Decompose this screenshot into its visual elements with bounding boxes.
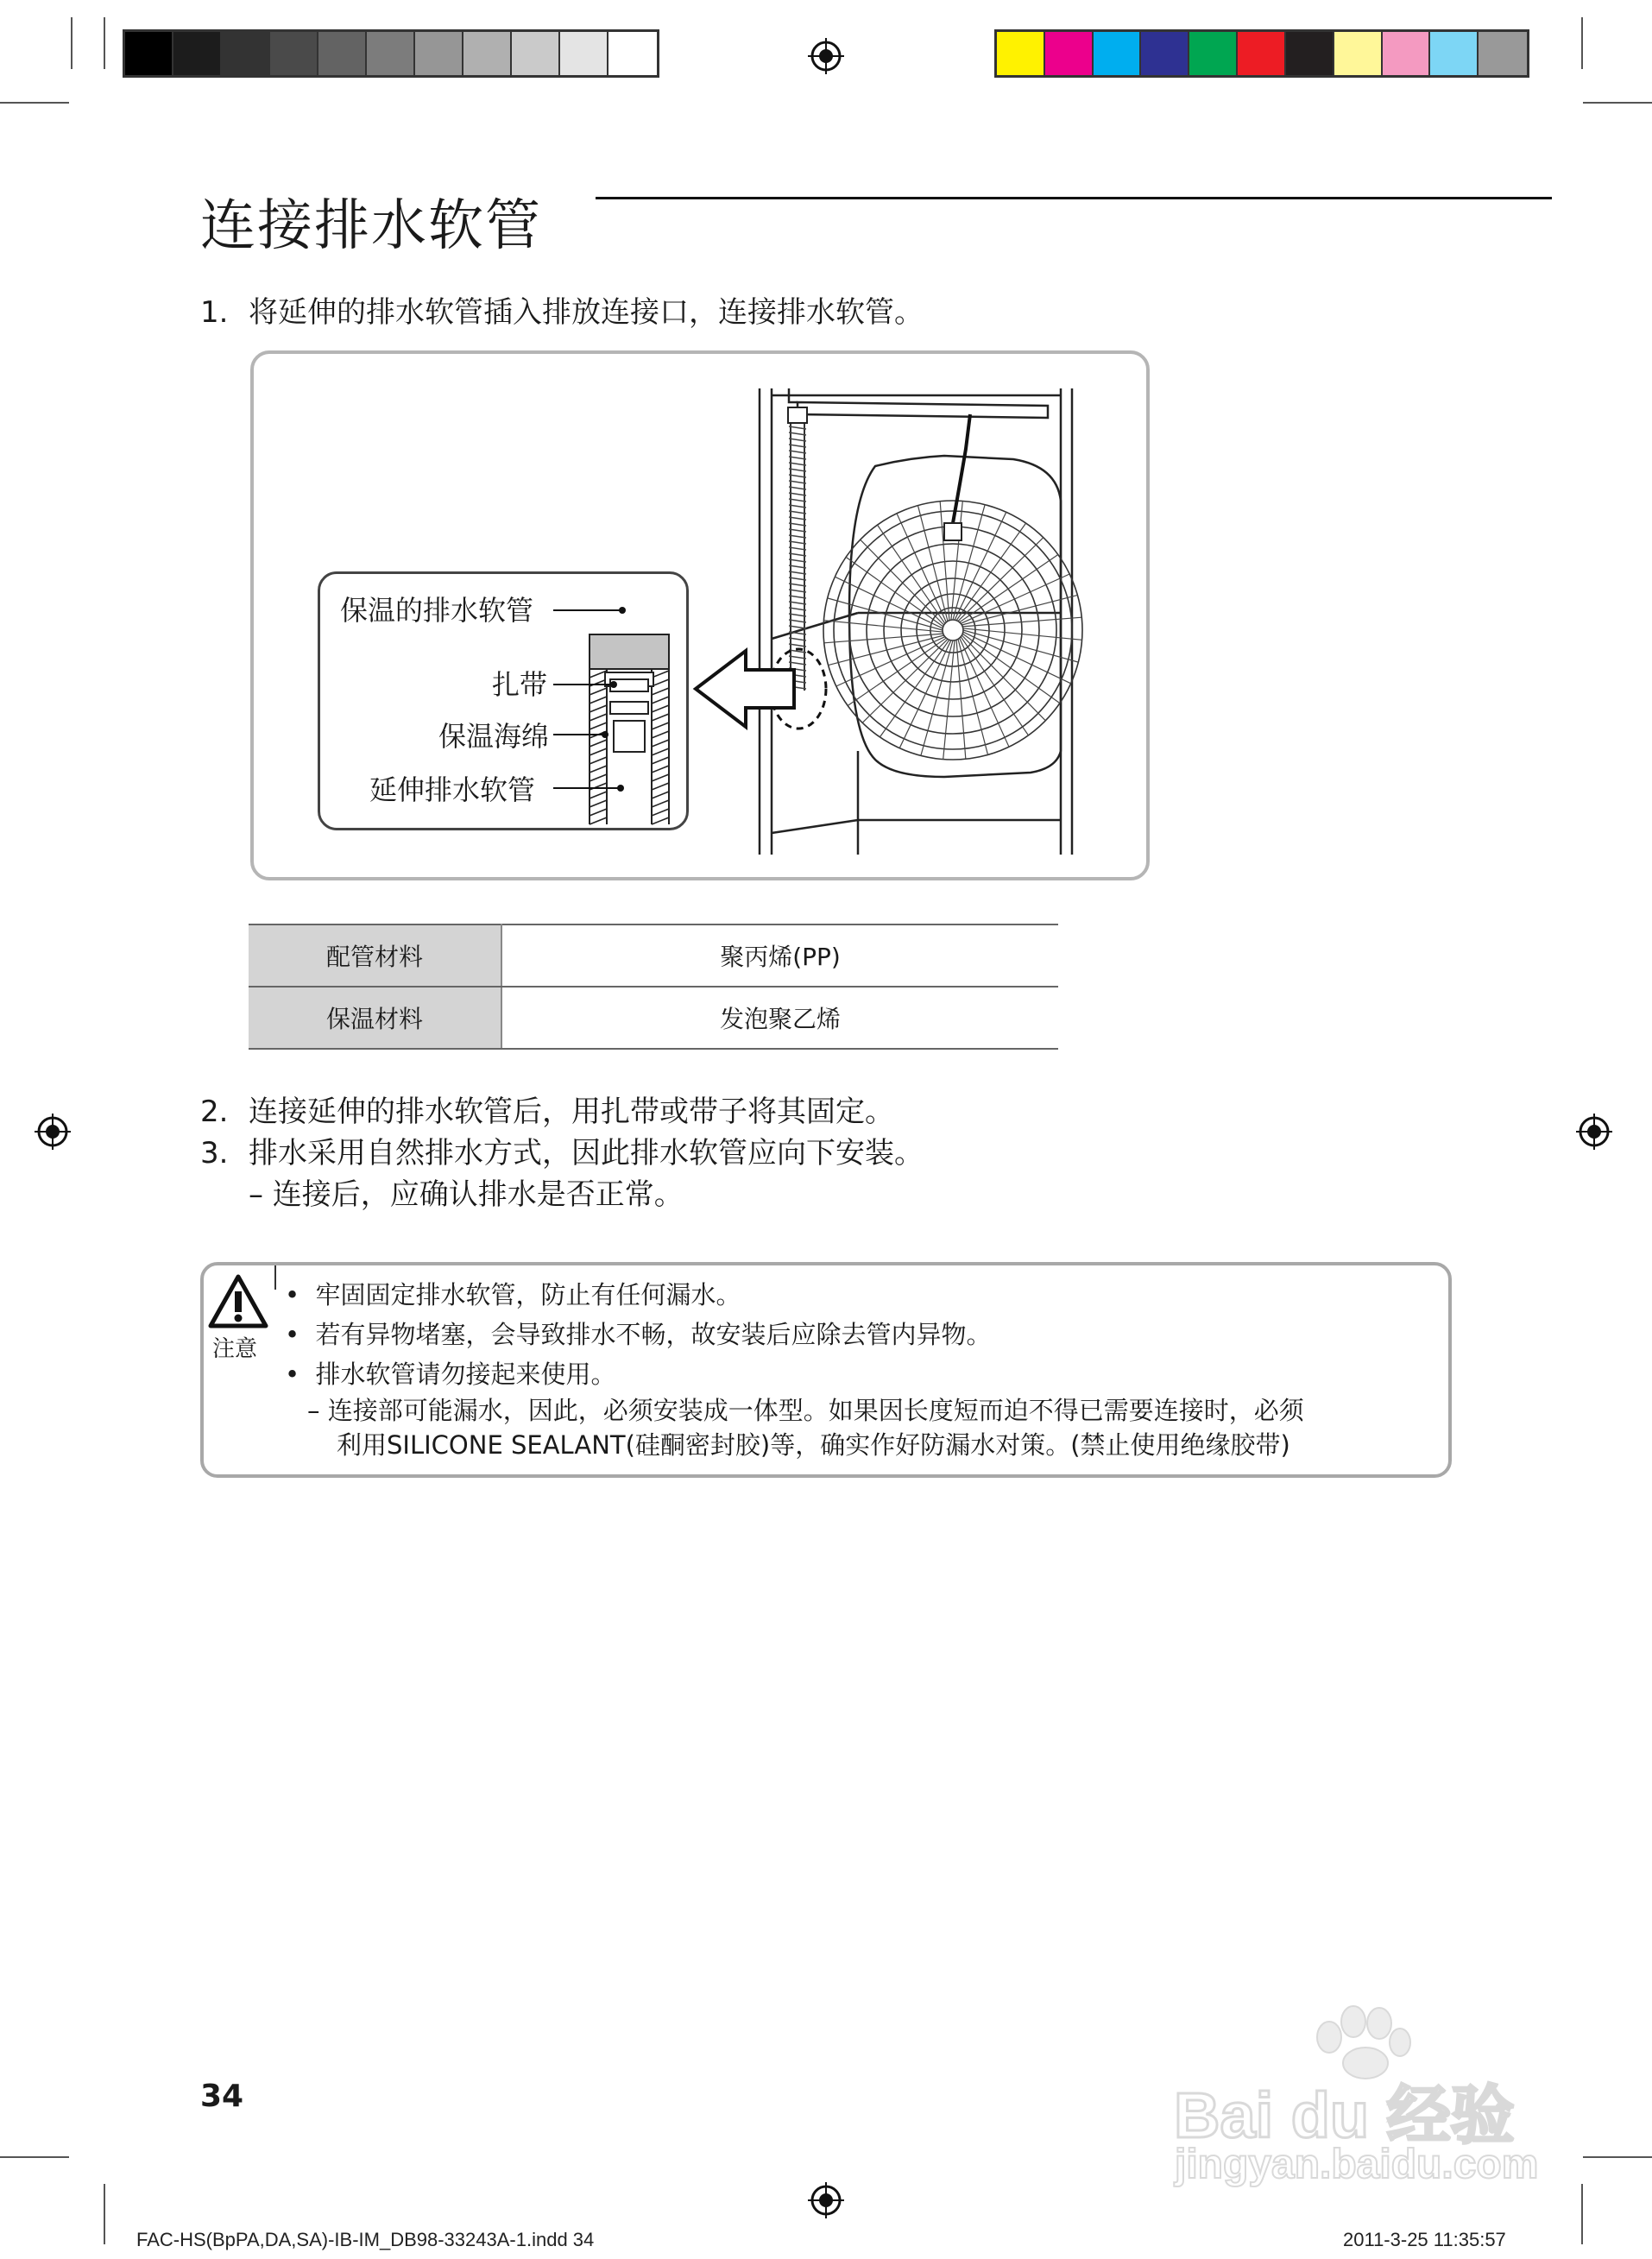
calibration-swatch: [560, 32, 608, 75]
warning-triangle-icon: [207, 1272, 269, 1331]
step-3-note: – 连接后，应确认排水是否正常。: [249, 1177, 684, 1212]
bullet-dot: •: [285, 1360, 316, 1389]
calibration-swatch: [415, 32, 463, 75]
calibration-swatch: [125, 32, 173, 75]
crop-mark: [1581, 17, 1583, 69]
calibration-swatch: [1286, 32, 1334, 75]
calibration-swatch: [1479, 32, 1527, 75]
footer-filename: FAC-HS(BpPA,DA,SA)-IB-IM_DB98-33243A-1.indd 34: [136, 2229, 595, 2250]
calibration-swatch: [270, 32, 318, 75]
crop-mark: [104, 2184, 105, 2244]
caution-divider: [274, 1265, 276, 1290]
grayscale-calibration-bar: [123, 29, 659, 78]
bullet-dot: •: [285, 1320, 316, 1349]
table-header-cell: 配管材料: [249, 924, 501, 987]
calibration-swatch: [1094, 32, 1142, 75]
step-1: [200, 292, 924, 333]
caution-bullet-text: 排水软管请勿接起来使用。: [315, 1360, 616, 1389]
material-spec-table: [249, 924, 1058, 1050]
calibration-swatch: [318, 32, 367, 75]
bullet-dot: •: [285, 1280, 316, 1309]
crop-mark: [0, 102, 69, 104]
caution-label: 注意: [212, 1336, 258, 1362]
crop-mark: [71, 17, 73, 69]
watermark-url: jingyan.baidu.com: [1175, 2142, 1539, 2187]
table-cell: 聚丙烯(PP): [501, 924, 1058, 987]
registration-mark-icon: [35, 1114, 71, 1150]
calibration-swatch: [173, 32, 222, 75]
calibration-swatch: [608, 32, 657, 75]
footer-timestamp: 2011-3-25 11:35:57: [1343, 2229, 1506, 2250]
calibration-swatch: [512, 32, 560, 75]
crop-mark: [1581, 2184, 1583, 2244]
crop-mark: [104, 17, 105, 69]
section-title: 连接排水软管: [200, 194, 542, 258]
caution-bullet-text: 牢固固定排水软管，防止有任何漏水。: [315, 1280, 741, 1309]
label-cable-tie: 扎带: [492, 668, 548, 701]
step-3: [200, 1133, 924, 1174]
label-insulation-sponge: 保温海绵: [438, 720, 550, 753]
registration-mark-icon: [1576, 1114, 1612, 1150]
caution-sub-line: 利用SILICONE SEALANT(硅酮密封胶)等，确实作好防漏水对策。(禁止使用绝缘胶带): [337, 1430, 1290, 1460]
page-number: 34: [200, 2079, 244, 2114]
baidu-jingyan-watermark: [1174, 2003, 1562, 2187]
step-text: 连接延伸的排水软管后，用扎带或带子将其固定。: [249, 1095, 894, 1129]
calibration-swatch: [463, 32, 512, 75]
watermark-logo-text: Bai du 经验: [1174, 2079, 1515, 2151]
caution-bullet-text: 若有异物堵塞，会导致排水不畅，故安装后应除去管内异物。: [315, 1320, 992, 1349]
table-header-cell: 保温材料: [249, 987, 501, 1049]
table-cell: 发泡聚乙烯: [501, 987, 1058, 1049]
calibration-swatch: [1430, 32, 1479, 75]
title-rule: [596, 197, 1552, 199]
crop-mark: [1583, 2156, 1652, 2158]
calibration-swatch: [1141, 32, 1189, 75]
registration-mark-icon: [808, 2182, 844, 2218]
caution-bullet: [285, 1276, 741, 1314]
crop-mark: [1583, 102, 1652, 104]
calibration-swatch: [1189, 32, 1238, 75]
label-insulated-drain-hose: 保温的排水软管: [340, 594, 534, 627]
calibration-swatch: [367, 32, 415, 75]
table-row: [249, 987, 1058, 1049]
step-number: 1.: [200, 295, 229, 330]
step-text: 将延伸的排水软管插入排放连接口，连接排水软管。: [249, 295, 924, 330]
calibration-swatch: [997, 32, 1045, 75]
step-number: 3.: [200, 1136, 229, 1171]
label-extension-drain-hose: 延伸排水软管: [369, 773, 536, 806]
calibration-swatch: [1045, 32, 1094, 75]
step-2: [200, 1091, 894, 1133]
crop-mark: [0, 2156, 69, 2158]
table-row: [249, 924, 1058, 987]
calibration-swatch: [222, 32, 270, 75]
calibration-swatch: [1334, 32, 1383, 75]
step-text: 排水采用自然排水方式，因此排水软管应向下安装。: [249, 1136, 924, 1171]
caution-bullet: [285, 1316, 992, 1354]
step-number: 2.: [200, 1095, 229, 1129]
color-calibration-bar: [994, 29, 1529, 78]
calibration-swatch: [1383, 32, 1431, 75]
caution-sub-line: – 连接部可能漏水，因此，必须安装成一体型。如果因长度短而迫不得已需要连接时，必须: [307, 1396, 1304, 1425]
calibration-swatch: [1238, 32, 1286, 75]
caution-bullet: [285, 1355, 616, 1393]
registration-mark-icon: [808, 38, 844, 74]
